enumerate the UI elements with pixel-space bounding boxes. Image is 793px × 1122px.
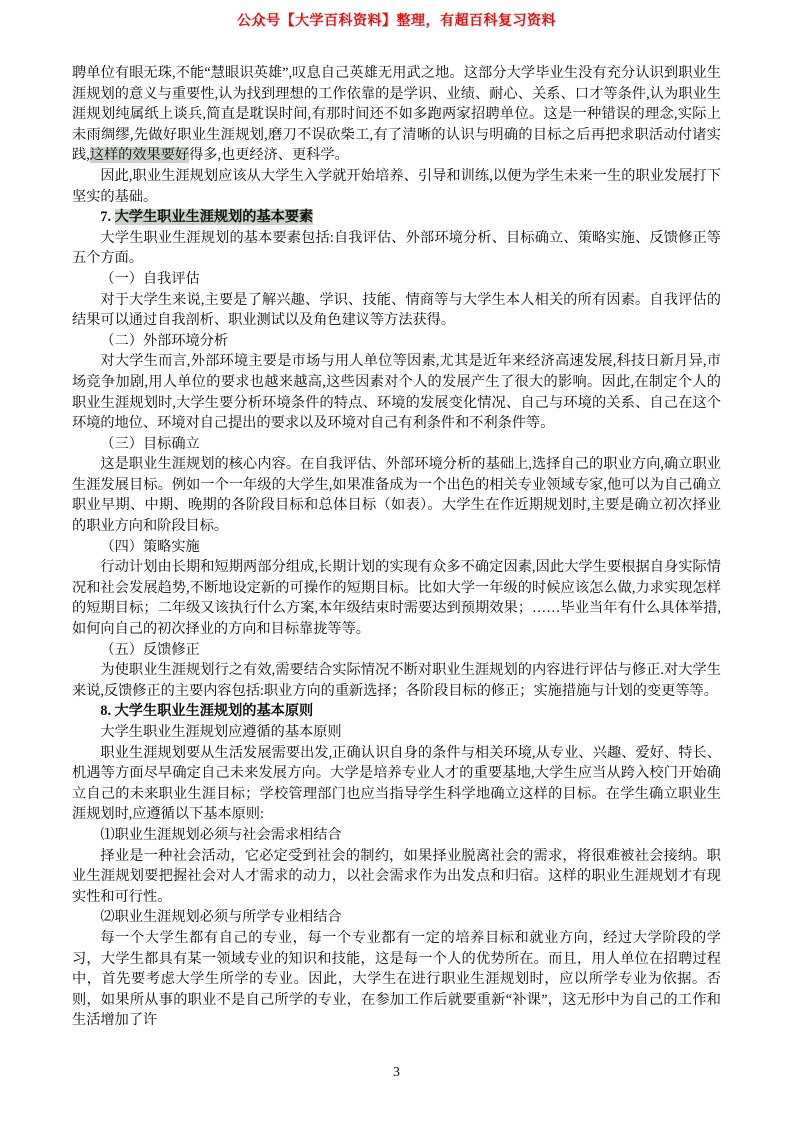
text-segment: 对于大学生来说,主要是了解兴趣、学识、技能、情商等与大学生本人相关的所有因素。自我评估的结果可以通过自我剖析、职业测试以及角色建议等方法获得。 — [72, 291, 721, 329]
paragraph — [72, 660, 721, 701]
text-segment: 因此,职业生涯规划应该从大学生入学就开始培养、引导和训练,以便为学生未来一生的职业发展打下坚实的基础。 — [72, 167, 721, 205]
sub-heading — [72, 537, 721, 558]
text-segment: 这是职业生涯规划的核心内容。在自我评估、外部环境分析的基础上,选择自己的职业方向,确立职业生涯发展目标。例如一个一年级的大学生,如果准备成为一个出色的相关专业领域专家,他可以为自己确立职业早期、中期、晚期的各阶段目标和总体目标（如表）。大学生在作近期规划时,主要是确立初次择业的职业方向和阶段目标。 — [72, 456, 721, 535]
text-segment: （二）外部环境分析 — [100, 332, 229, 349]
text-segment: 8. 大学生职业生涯规划的基本原则 — [100, 703, 314, 720]
paragraph — [72, 166, 721, 207]
sub-heading — [72, 640, 721, 661]
text-segment: 聘单位有眼无珠,不能“慧眼识英雄”,叹息自己英雄无用武之地。这部分大学毕业生没有充分认识到职业生涯规划的意义与重要性,认为找到理想的工作依靠的是学识、业绩、耐心、关系、口才等条件,认为职业生涯规划纯属纸上谈兵,简直是耽误时间,有那时间还不如多跑两家招聘单位。这是一种错误的理念,实际上未雨绸缪,先做好职业生涯规划,磨刀不误砍柴工,有了清晰的认识与明确的目标之后再把求职活动付诸实践, — [72, 65, 721, 164]
text-segment: 得多,也更经济、更科学。 — [189, 147, 349, 164]
text-segment: （五）反馈修正 — [100, 641, 200, 658]
text-segment: （四）策略实施 — [100, 538, 200, 555]
page-number: 3 — [393, 1064, 400, 1079]
paragraph — [72, 63, 721, 166]
text-segment: 行动计划由长期和短期两部分组成,长期计划的实现有众多不确定因素,因此大学生要根据自身实际情况和社会发展趋势,不断地设定新的可操作的短期目标。比如大学一年级的时候应该怎么做,力求实现怎样的短期目标；二年级又该执行什么方案,本年级结束时需要达到预期效果；……毕业当年有什么具体举措,如何向自己的初次择业的方向和目标靠拢等等。 — [72, 559, 721, 638]
text-segment: 为使职业生涯规划行之有效,需要结合实际情况不断对职业生涯规划的内容进行评估与修正.对大学生来说,反馈修正的主要内容包括:职业方向的重新选择；各阶段目标的修正；实施措施与计划的变更等等。 — [72, 662, 721, 699]
paragraph — [72, 454, 721, 536]
text-segment: 大学生职业生涯规划的基本要素包括:自我评估、外部环境分析、目标确立、策略实施、反馈修正等五个方面。 — [72, 229, 721, 267]
highlighted-text: 大学生职业生涯规划的基本要素 — [114, 209, 314, 226]
text-segment: （一）自我评估 — [100, 270, 200, 287]
document-header: 公众号【大学百科资料】整理，有超百科复习资料 — [237, 14, 556, 29]
section-heading — [72, 701, 721, 722]
paragraph — [72, 351, 721, 433]
paragraph — [72, 928, 721, 1031]
sub-heading — [72, 269, 721, 290]
text-segment: ⑴职业生涯规划必须与社会需求相结合 — [100, 826, 342, 843]
text-segment: （三）目标确立 — [100, 435, 200, 452]
sub-heading — [72, 434, 721, 455]
sub-heading — [72, 331, 721, 352]
text-segment: ⑵职业生涯规划必须与所学专业相结合 — [100, 909, 342, 926]
document-body — [72, 63, 721, 1031]
text-segment: 职业生涯规划要从生活发展需要出发,正确认识自身的条件与相关环境,从专业、兴趣、爱好、特长、机遇等方面尽早确定自己未来发展方向。大学是培养专业人才的重要基地,大学生应当从跨入校门开始确立自己的未来职业生涯目标；学校管理部门也应当指导学生科学地确立这样的目标。在学生确立职业生涯规划时,应遵循以下基本原则: — [72, 744, 721, 823]
paragraph — [72, 290, 721, 331]
paragraph — [72, 743, 721, 825]
paragraph — [72, 722, 721, 743]
sub-heading — [72, 907, 721, 928]
section-heading — [72, 207, 721, 228]
paragraph — [72, 228, 721, 269]
text-segment: 7. — [100, 209, 115, 226]
text-segment: 大学生职业生涯规划应遵循的基本原则 — [100, 724, 342, 740]
paragraph — [72, 846, 721, 908]
paragraph — [72, 557, 721, 639]
text-segment: 每一个大学生都有自己的专业，每一个专业都有一定的培养目标和就业方向，经过大学阶段的学习，大学生都具有某一领域专业的知识和技能，这是每一个人的优势所在。而且，用人单位在招聘过程中，首先要考虑大学生所学的专业。因此，大学生在进行职业生涯规划时，应以所学专业为依据。否则，如果所从事的职业不是自己所学的专业，在参加工作后就要重新“补课”，这无形中为自己的工作和生活增加了许 — [72, 929, 721, 1029]
text-segment: 择业是一种社会活动，它必定受到社会的制约，如果择业脱离社会的需求，将很难被社会接纳。职业生涯规划要把握社会对人才需求的动力，以社会需求作为出发点和归宿。这样的职业生涯规划才有现实性和可行性。 — [72, 847, 721, 905]
sub-heading — [72, 825, 721, 846]
highlighted-text: 这样的效果要好 — [89, 147, 190, 164]
text-segment: 对大学生而言,外部环境主要是市场与用人单位等因素,尤其是近年来经济高速发展,科技日新月异,市场竞争加剧,用人单位的要求也越来越高,这些因素对个人的发展产生了很大的影响。因此,在制定个人的职业生涯规划时,大学生要分析环境条件的特点、环境的发展变化情况、自己与环境的关系、自己在这个环境的地位、环境对自己提出的要求以及环境对自己有利条件和不利条件等。 — [72, 353, 721, 432]
